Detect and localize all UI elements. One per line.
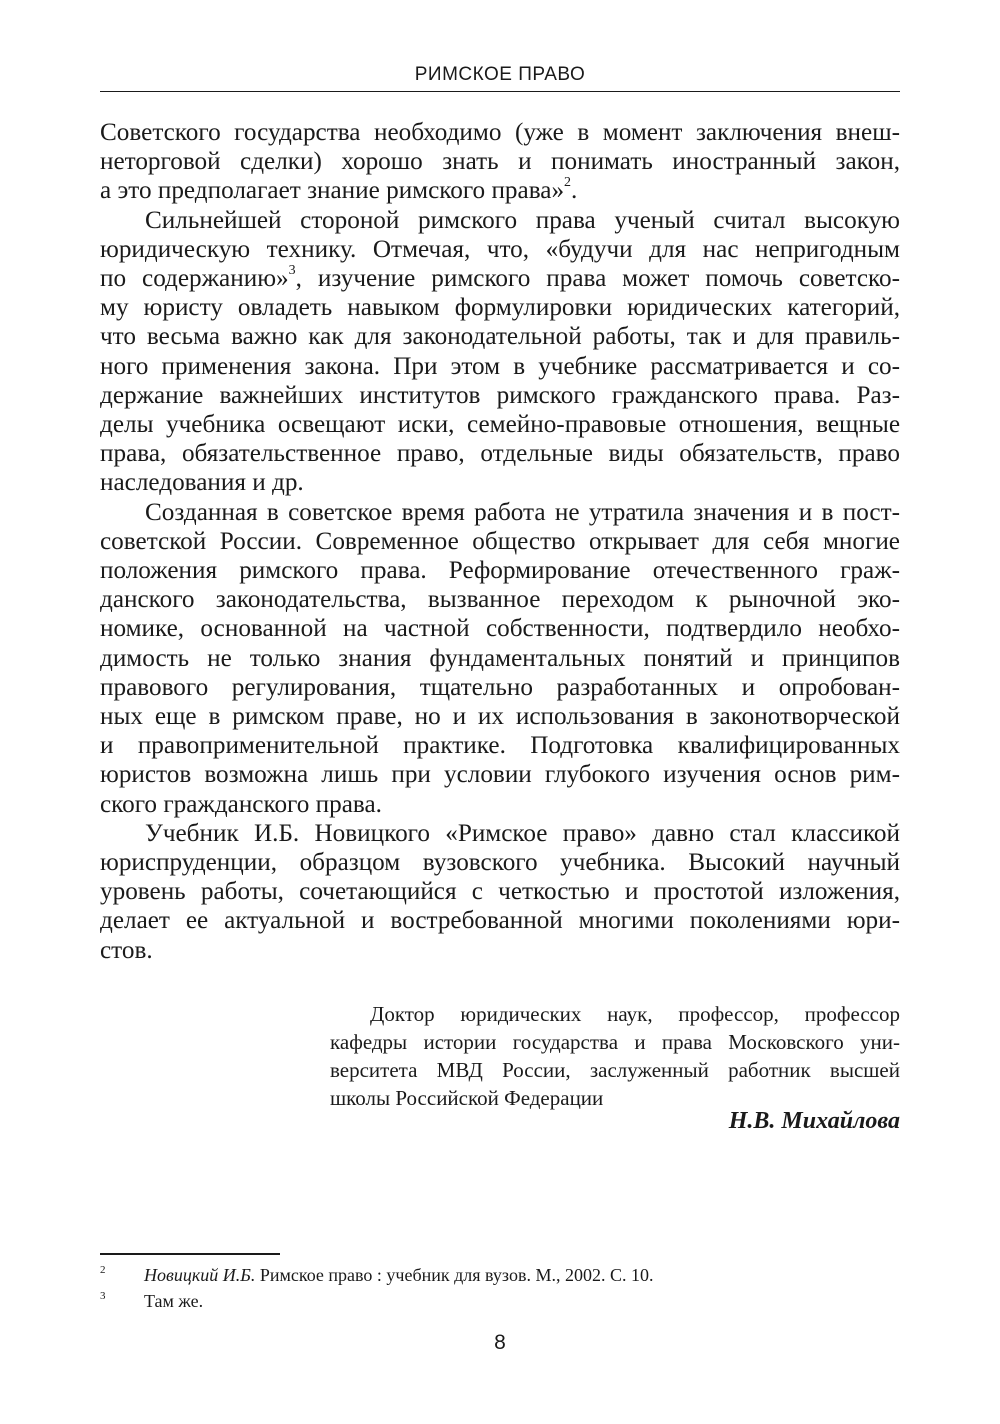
- author-credentials: [330, 1000, 900, 1112]
- text-line: держание важнейших институтов римского гражданского права. Раз-: [100, 381, 900, 409]
- text-line: неторговой сделки) хорошо знать и понимать иностранный закон,: [100, 148, 900, 176]
- text-line: юристов возможна лишь при условии глубокого изучения основ рим-: [100, 761, 900, 789]
- credentials-line: верситета МВД России, заслуженный работник высшей: [330, 1058, 900, 1082]
- running-title: РИМСКОЕ ПРАВО: [414, 64, 586, 85]
- text-line: положения римского права. Реформирование отечественного граж-: [100, 557, 900, 585]
- footnote-text: [144, 1262, 653, 1288]
- footnote-author: Новицкий И.Б.: [144, 1265, 256, 1285]
- paragraph-1: [100, 118, 900, 206]
- text-line: ского гражданского права.: [100, 790, 382, 818]
- text-line: наследования и др.: [100, 469, 304, 497]
- text-tail: .: [571, 177, 578, 205]
- text-line: номике, основанной на частной собственности, подтвердило необхо-: [100, 615, 900, 643]
- text-line: Учебник И.Б. Новицкого «Римское право» давно стал классикой: [145, 819, 900, 847]
- footnote-2: [100, 1262, 900, 1288]
- paragraph-3: [100, 498, 900, 819]
- book-page: [100, 0, 900, 1424]
- text-line: ных еще в римском праве, но и их использования в законотворческой: [100, 703, 900, 731]
- credentials-line: школы Российской Федерации: [330, 1086, 604, 1110]
- page-number: 8: [494, 1331, 506, 1354]
- text-line: что весьма важно как для законодательной работы, так и для правиль-: [100, 323, 900, 351]
- text-line: стов.: [100, 936, 153, 964]
- text-line: Советского государства необходимо (уже в момент заключения внеш-: [100, 119, 900, 146]
- header-rule: [100, 91, 900, 92]
- text-line: ного применения закона. При этом в учебнике рассматривается и со-: [100, 352, 900, 380]
- text-tail: , изучение римского права может помочь советско-: [295, 265, 900, 293]
- footnote-citation: Там же.: [144, 1291, 204, 1311]
- footnote-separator: [100, 1253, 280, 1255]
- footnote-3: [100, 1288, 900, 1314]
- footnote-citation: Римское право : учебник для вузов. М., 2002. С. 10.: [255, 1265, 654, 1285]
- text-line: Созданная в советское время работа не утратила значения и в пост-: [145, 498, 900, 526]
- footnote-ref-2[interactable]: 2: [564, 175, 572, 191]
- text-line: по содержанию»: [100, 265, 289, 293]
- text-line: данского законодательства, вызванное переходом к рыночной эко-: [100, 586, 900, 614]
- text-line-with-footnote: [100, 264, 900, 293]
- text-line: делы учебника освещают иски, семейно-правовые отношения, вещные: [100, 411, 900, 439]
- main-text: [100, 118, 900, 965]
- text-line: димость не только знания фундаментальных понятий и принципов: [100, 644, 900, 672]
- text-line: и правоприменительной практике. Подготовка квалифицированных: [100, 732, 900, 760]
- text-line: советской России. Современное общество открывает для себя многие: [100, 527, 900, 555]
- text-line: права, обязательственное право, отдельные виды обязательств, право: [100, 440, 900, 468]
- author-name: Н.В. Михайлова: [728, 1108, 900, 1134]
- footnote-ref-3[interactable]: 3: [288, 262, 296, 278]
- paragraph-2: [100, 206, 900, 498]
- text-line: му юристу овладеть навыком формулировки юридических категорий,: [100, 294, 900, 322]
- text-line: а это предполагает знание римского права»: [100, 177, 565, 205]
- text-line: Сильнейшей стороной римского права ученый считал высокую: [145, 206, 900, 234]
- footnote-number: 2: [100, 1264, 106, 1276]
- footnote-number: 3: [100, 1290, 106, 1302]
- text-line: юридическую технику. Отмечая, что, «будучи для нас непригодным: [100, 235, 900, 263]
- credentials-line: Доктор юридических наук, профессор, профессор: [370, 1002, 900, 1026]
- paragraph-4: [100, 819, 900, 965]
- text-line: уровень работы, сочетающийся с четкостью и простотой изложения,: [100, 878, 900, 906]
- text-line-with-footnote: [100, 176, 900, 205]
- text-line: правового регулирования, тщательно разработанных и опробован-: [100, 673, 900, 701]
- credentials-line: кафедры истории государства и права Московского уни-: [330, 1030, 900, 1054]
- text-line: юриспруденции, образцом вузовского учебника. Высокий научный: [100, 849, 900, 877]
- footnotes: [100, 1262, 900, 1314]
- text-line: делает ее актуальной и востребованной многими поколениями юри-: [100, 907, 900, 935]
